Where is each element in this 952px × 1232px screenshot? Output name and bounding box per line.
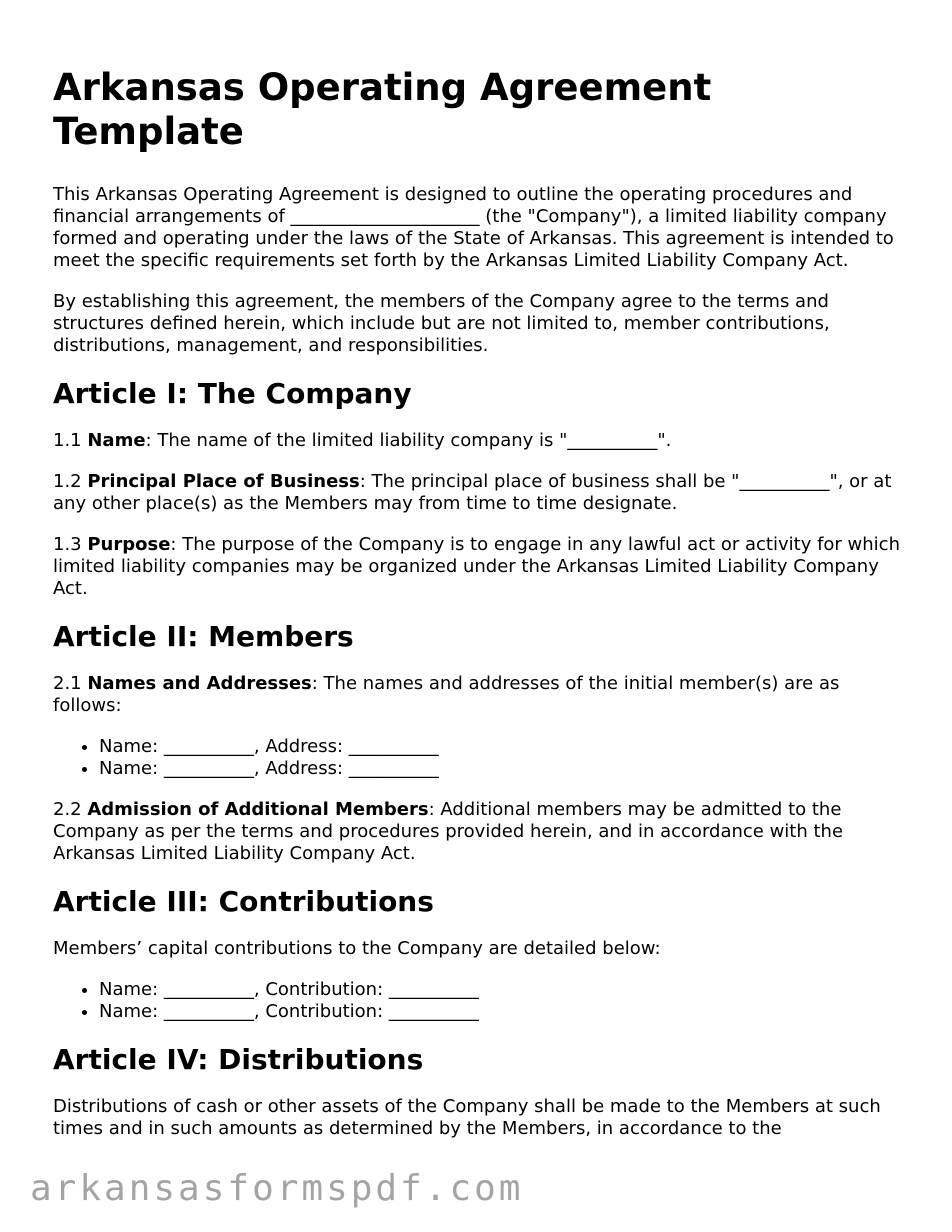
list-item: • Name: __________, Address: __________ [99, 758, 903, 780]
section-2-2 [53, 799, 903, 865]
document-page [53, 66, 903, 1159]
document-title: Arkansas Operating Agreement Template [53, 66, 712, 153]
section-text: : The name of the limited liability company is "__________". [145, 430, 672, 451]
section-term: Admission of Additional Members [87, 799, 429, 820]
section-1-1 [53, 430, 903, 452]
list-item: • Name: __________, Address: __________ [99, 736, 903, 758]
members-list [53, 736, 903, 780]
contributions-intro: Members’ capital contributions to the Company are detailed below: [53, 938, 661, 959]
section-1-2 [53, 471, 903, 515]
section-term: Names and Addresses [87, 673, 312, 694]
list-item: • Name: __________, Contribution: __________ [99, 1001, 903, 1023]
section-number: 2.2 [53, 799, 88, 820]
list-item: • Name: __________, Contribution: __________ [99, 979, 903, 1001]
section-number: 1.3 [53, 534, 88, 555]
article-2-heading: Article II: Members [53, 620, 354, 653]
section-term: Name [87, 430, 146, 451]
section-text: : The principal place of business shall be "__________", or at any other place(s) as the Members may from time to time designate. [53, 471, 892, 514]
article-4-heading: Article IV: Distributions [53, 1043, 424, 1076]
section-2-1 [53, 673, 903, 717]
section-text: : Additional members may be admitted to the Company as per the terms and procedures provided herein, and in accordance with the Arkansas Limited Liability Company Act. [53, 799, 844, 864]
distributions-text: Distributions of cash or other assets of the Company shall be made to the Members at such times and in such amounts as determined by the Members, in accordance to the [53, 1096, 881, 1139]
contributions-list [53, 979, 903, 1023]
section-number: 1.2 [53, 471, 88, 492]
intro-paragraph-2: By establishing this agreement, the members of the Company agree to the terms and structures defined herein, which include but are not limited to, member contributions, distributions, management, and responsibilities. [53, 291, 830, 356]
section-term: Principal Place of Business [87, 471, 360, 492]
section-number: 1.1 [53, 430, 88, 451]
section-text: : The purpose of the Company is to engage in any lawful act or activity for which limited liability companies may be organized under the Arkansas Limited Liability Company Act. [53, 534, 900, 599]
watermark: arkansasformspdf.com [30, 1168, 524, 1209]
section-text: : The names and addresses of the initial member(s) are as follows: [53, 673, 840, 716]
section-1-3 [53, 534, 903, 600]
article-1-heading: Article I: The Company [53, 377, 412, 410]
section-term: Purpose [87, 534, 171, 555]
section-number: 2.1 [53, 673, 88, 694]
intro-paragraph-1: This Arkansas Operating Agreement is designed to outline the operating procedures and financial arrangements of _____________________ (the "Company"), a limited liability company formed and operating under the laws of the State of Arkansas. This agreement is intended to meet the specific requirements set forth by the Arkansas Limited Liability Company Act. [53, 184, 894, 271]
article-3-heading: Article III: Contributions [53, 885, 434, 918]
